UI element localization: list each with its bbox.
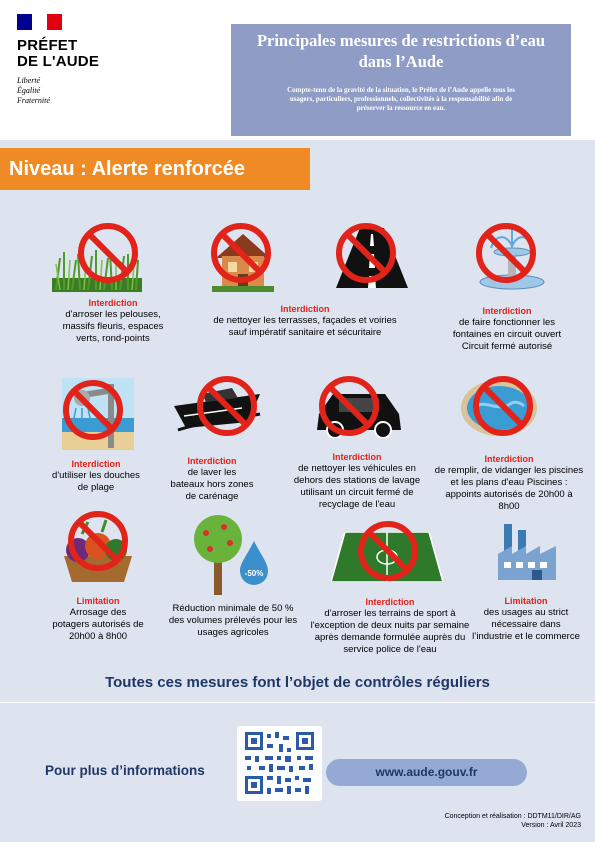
flag-logo: [17, 14, 62, 30]
ban-icon: [77, 222, 139, 284]
measure-fountains: [445, 305, 569, 353]
measure-text: de faire fonctionner les fontaines en circuit ouvert Circuit fermé autorisé: [452, 317, 562, 352]
credit-version: Version : Avril 2023: [521, 822, 581, 829]
measure-facades: [213, 303, 397, 339]
apple-tree-drop-icon: [190, 513, 272, 597]
prefecture-line2: DE L'AUDE: [17, 53, 100, 70]
measure-vegetable-gardens: [52, 595, 144, 643]
ban-icon: [357, 520, 419, 582]
measure-kind: Interdiction: [187, 456, 237, 466]
page-header: [0, 0, 595, 140]
measure-kind: Limitation: [504, 596, 548, 606]
measure-text: des usages au strict nécessaire dans l’industrie et le commerce: [472, 607, 580, 642]
info-footer: [0, 703, 595, 842]
measure-sports-fields: [303, 596, 477, 656]
drop-label: -50%: [244, 569, 264, 578]
measure-agriculture: [168, 603, 298, 639]
measure-text: de nettoyer les véhicules en dehors des stations de lavage utilisant un circuit fermé de recyclage de l'eau: [293, 463, 421, 510]
ban-icon: [472, 375, 534, 437]
credits: [445, 812, 581, 830]
measure-pools: [434, 453, 584, 513]
ban-icon: [67, 510, 129, 572]
factory-icon: [498, 520, 556, 580]
measure-text: de remplir, de vidanger les piscines et les plans d'eau Piscines : appoints autorisés de 20h00 à 8h00: [434, 465, 584, 512]
alert-level-banner: Niveau : Alerte renforcée: [0, 148, 310, 190]
measure-industry: [471, 595, 581, 643]
ban-icon: [196, 375, 258, 437]
motto-liberte: Liberté: [17, 76, 41, 85]
measure-boats: [170, 455, 254, 503]
flag-blue: [17, 14, 32, 30]
republic-motto: [17, 76, 50, 106]
flag-white: [32, 14, 47, 30]
flag-red: [47, 14, 62, 30]
title-box: [231, 24, 571, 136]
prefecture-line1: PRÉFET: [17, 37, 78, 54]
ban-icon: [210, 222, 272, 284]
measure-beach-showers: [52, 458, 140, 494]
measure-kind: Limitation: [76, 596, 120, 606]
measure-text: de nettoyer les terrasses, façades et voiries sauf impératif sanitaire et sécuritaire: [213, 315, 397, 338]
measure-text: d'arroser les pelouses, massifs fleuris, espaces verts, rond-points: [62, 309, 164, 344]
motto-egalite: Égalité: [17, 86, 41, 95]
prefecture-name: [17, 38, 99, 70]
controls-notice: Toutes ces mesures font l’objet de contrôles réguliers: [105, 674, 490, 691]
ban-icon: [335, 222, 397, 284]
page-title: Principales mesures de restrictions d’eau dans l’Aude: [256, 31, 546, 71]
qr-code-icon: [237, 726, 322, 801]
measure-kind: Interdiction: [332, 452, 382, 462]
measure-kind: Interdiction: [365, 597, 415, 607]
measure-text: Arrosage des potagers autorisés de 20h00 à 8h00: [52, 607, 144, 642]
website-link[interactable]: www.aude.gouv.fr: [326, 759, 527, 786]
measure-text: d'arroser les terrains de sport à l'exception de deux nuits par semaine après demande formulée auprès du service police de l'eau: [310, 608, 470, 655]
intro-text: Compte-tenu de la gravité de la situation, le Préfet de l’Aude appelle tous les usagers, particuliers, professionnels, collectivités à la responsabilité afin de préserver la ressource en eau.: [287, 86, 515, 112]
qr-code[interactable]: [237, 726, 322, 801]
more-info-label: Pour plus d’informations: [45, 763, 205, 778]
ban-icon: [475, 222, 537, 284]
credit-design: Conception et réalisation : DDTM11/DIR/AG: [444, 813, 581, 820]
ban-icon: [62, 379, 124, 441]
measure-kind: Interdiction: [88, 298, 138, 308]
measure-kind: Interdiction: [280, 304, 330, 314]
motto-fraternite: Fraternité: [17, 96, 50, 105]
measure-text: de laver les bateaux hors zones de carénage: [170, 467, 254, 502]
measure-lawn: [52, 297, 174, 345]
measure-text: d'utiliser les douches de plage: [52, 470, 140, 493]
ban-icon: [318, 375, 380, 437]
measure-kind: Interdiction: [482, 306, 532, 316]
measure-vehicles: [283, 451, 431, 511]
measure-kind: Interdiction: [484, 454, 534, 464]
measures-panel: [0, 140, 595, 702]
measure-text: Réduction minimale de 50 % des volumes prélevés pour les usages agricoles: [168, 603, 298, 638]
measure-kind: Interdiction: [71, 459, 121, 469]
